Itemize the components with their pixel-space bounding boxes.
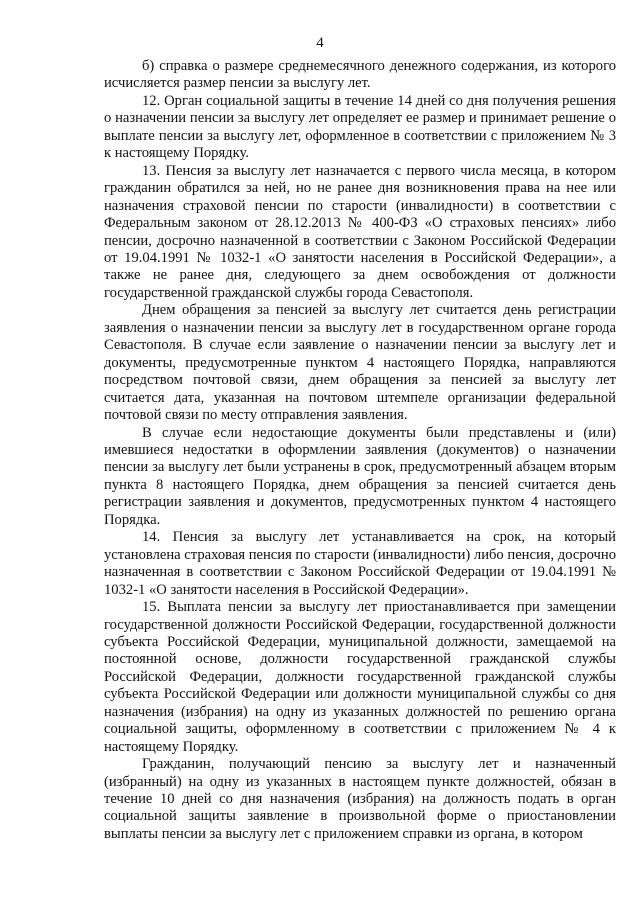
paragraph-item-15-citizen-obligation: Гражданин, получающий пенсию за выслугу лет и назначенный (избранный) на одну из указанных в настоящем пункте должностей, обязан в течение 10 дней со дня назначения (избрания) на должность подать в орган социальной защиты заявление в произвольной форме о приостановлении выплаты пенсии за выслугу лет с приложением справки из органа, в котором bbox=[104, 756, 616, 842]
paragraph-item-15: 15. Выплата пенсии за выслугу лет приостанавливается при замещении государственной должности Российской Федерации, государственной должности субъекта Российской Федерации, муниципальной должности, замещаемой на постоянной основе, должности государственной гражданской службы Российской Федерации, должности государственной гражданской службы субъекта Российской Федерации или должности муниципальной службы со дня назначения (избрания) на одну из указанных должностей по решению органа социальной защиты, оформленному в соответствии с приложением № 4 к настоящему Порядку. bbox=[104, 599, 616, 755]
paragraph-item-13: 13. Пенсия за выслугу лет назначается с первого числа месяца, в котором гражданин обратился за ней, но не ранее дня возникновения права на нее или назначения страховой пенсии по старости (инвалидности) в соответствии с Федеральным законом от 28.12.2013 № 400-ФЗ «О страховых пенсиях» либо пенсии, досрочно назначенной в соответствии с Законом Российской Федерации от 19.04.1991 № 1032-1 «О занятости населения в Российской Федерации», а также не ранее дня, следующего за днем освобождения от должности государственной гражданской службы города Севастополя. bbox=[104, 162, 616, 301]
paragraph-subitem-b: б) справка о размере среднемесячного денежного содержания, из которого исчисляется размер пенсии за выслугу лет. bbox=[104, 58, 616, 92]
paragraph-item-13-application-day: Днем обращения за пенсией за выслугу лет считается день регистрации заявления о назначении пенсии за выслугу лет в государственном органе города Севастополя. В случае если заявление о назначении пенсии за выслугу лет и документы, предусмотренные пунктом 4 настоящего Порядка, направляются посредством почтовой связи, днем обращения за пенсией за выслугу лет считается дата, указанная на почтовом штемпеле организации федеральной почтовой связи по месту отправления заявления. bbox=[104, 302, 616, 424]
paragraph-item-12: 12. Орган социальной защиты в течение 14 дней со дня получения решения о назначении пенсии за выслугу лет определяет ее размер и принимает решение о выплате пенсии за выслугу лет, оформленное в соответствии с приложением № 3 к настоящему Порядку. bbox=[104, 92, 616, 162]
paragraph-item-14: 14. Пенсия за выслугу лет устанавливается на срок, на который установлена страховая пенсия по старости (инвалидности) либо пенсия, досрочно назначенная в соответствии с Законом Российской Федерации от 19.04.1991 № 1032-1 «О занятости населения в Российской Федерации». bbox=[104, 529, 616, 598]
paragraph-item-13-missing-documents: В случае если недостающие документы были представлены и (или) имевшиеся недостатки в оформлении заявления (документов) о назначении пенсии за выслугу лет были устранены в срок, предусмотренный абзацем вторым пункта 8 настоящего Порядка, днем обращения за пенсией считается день регистрации заявления и документов, предусмотренных пунктом 4 настоящего Порядка. bbox=[104, 424, 616, 528]
document-body bbox=[104, 58, 616, 843]
page-number: 4 bbox=[316, 35, 324, 51]
